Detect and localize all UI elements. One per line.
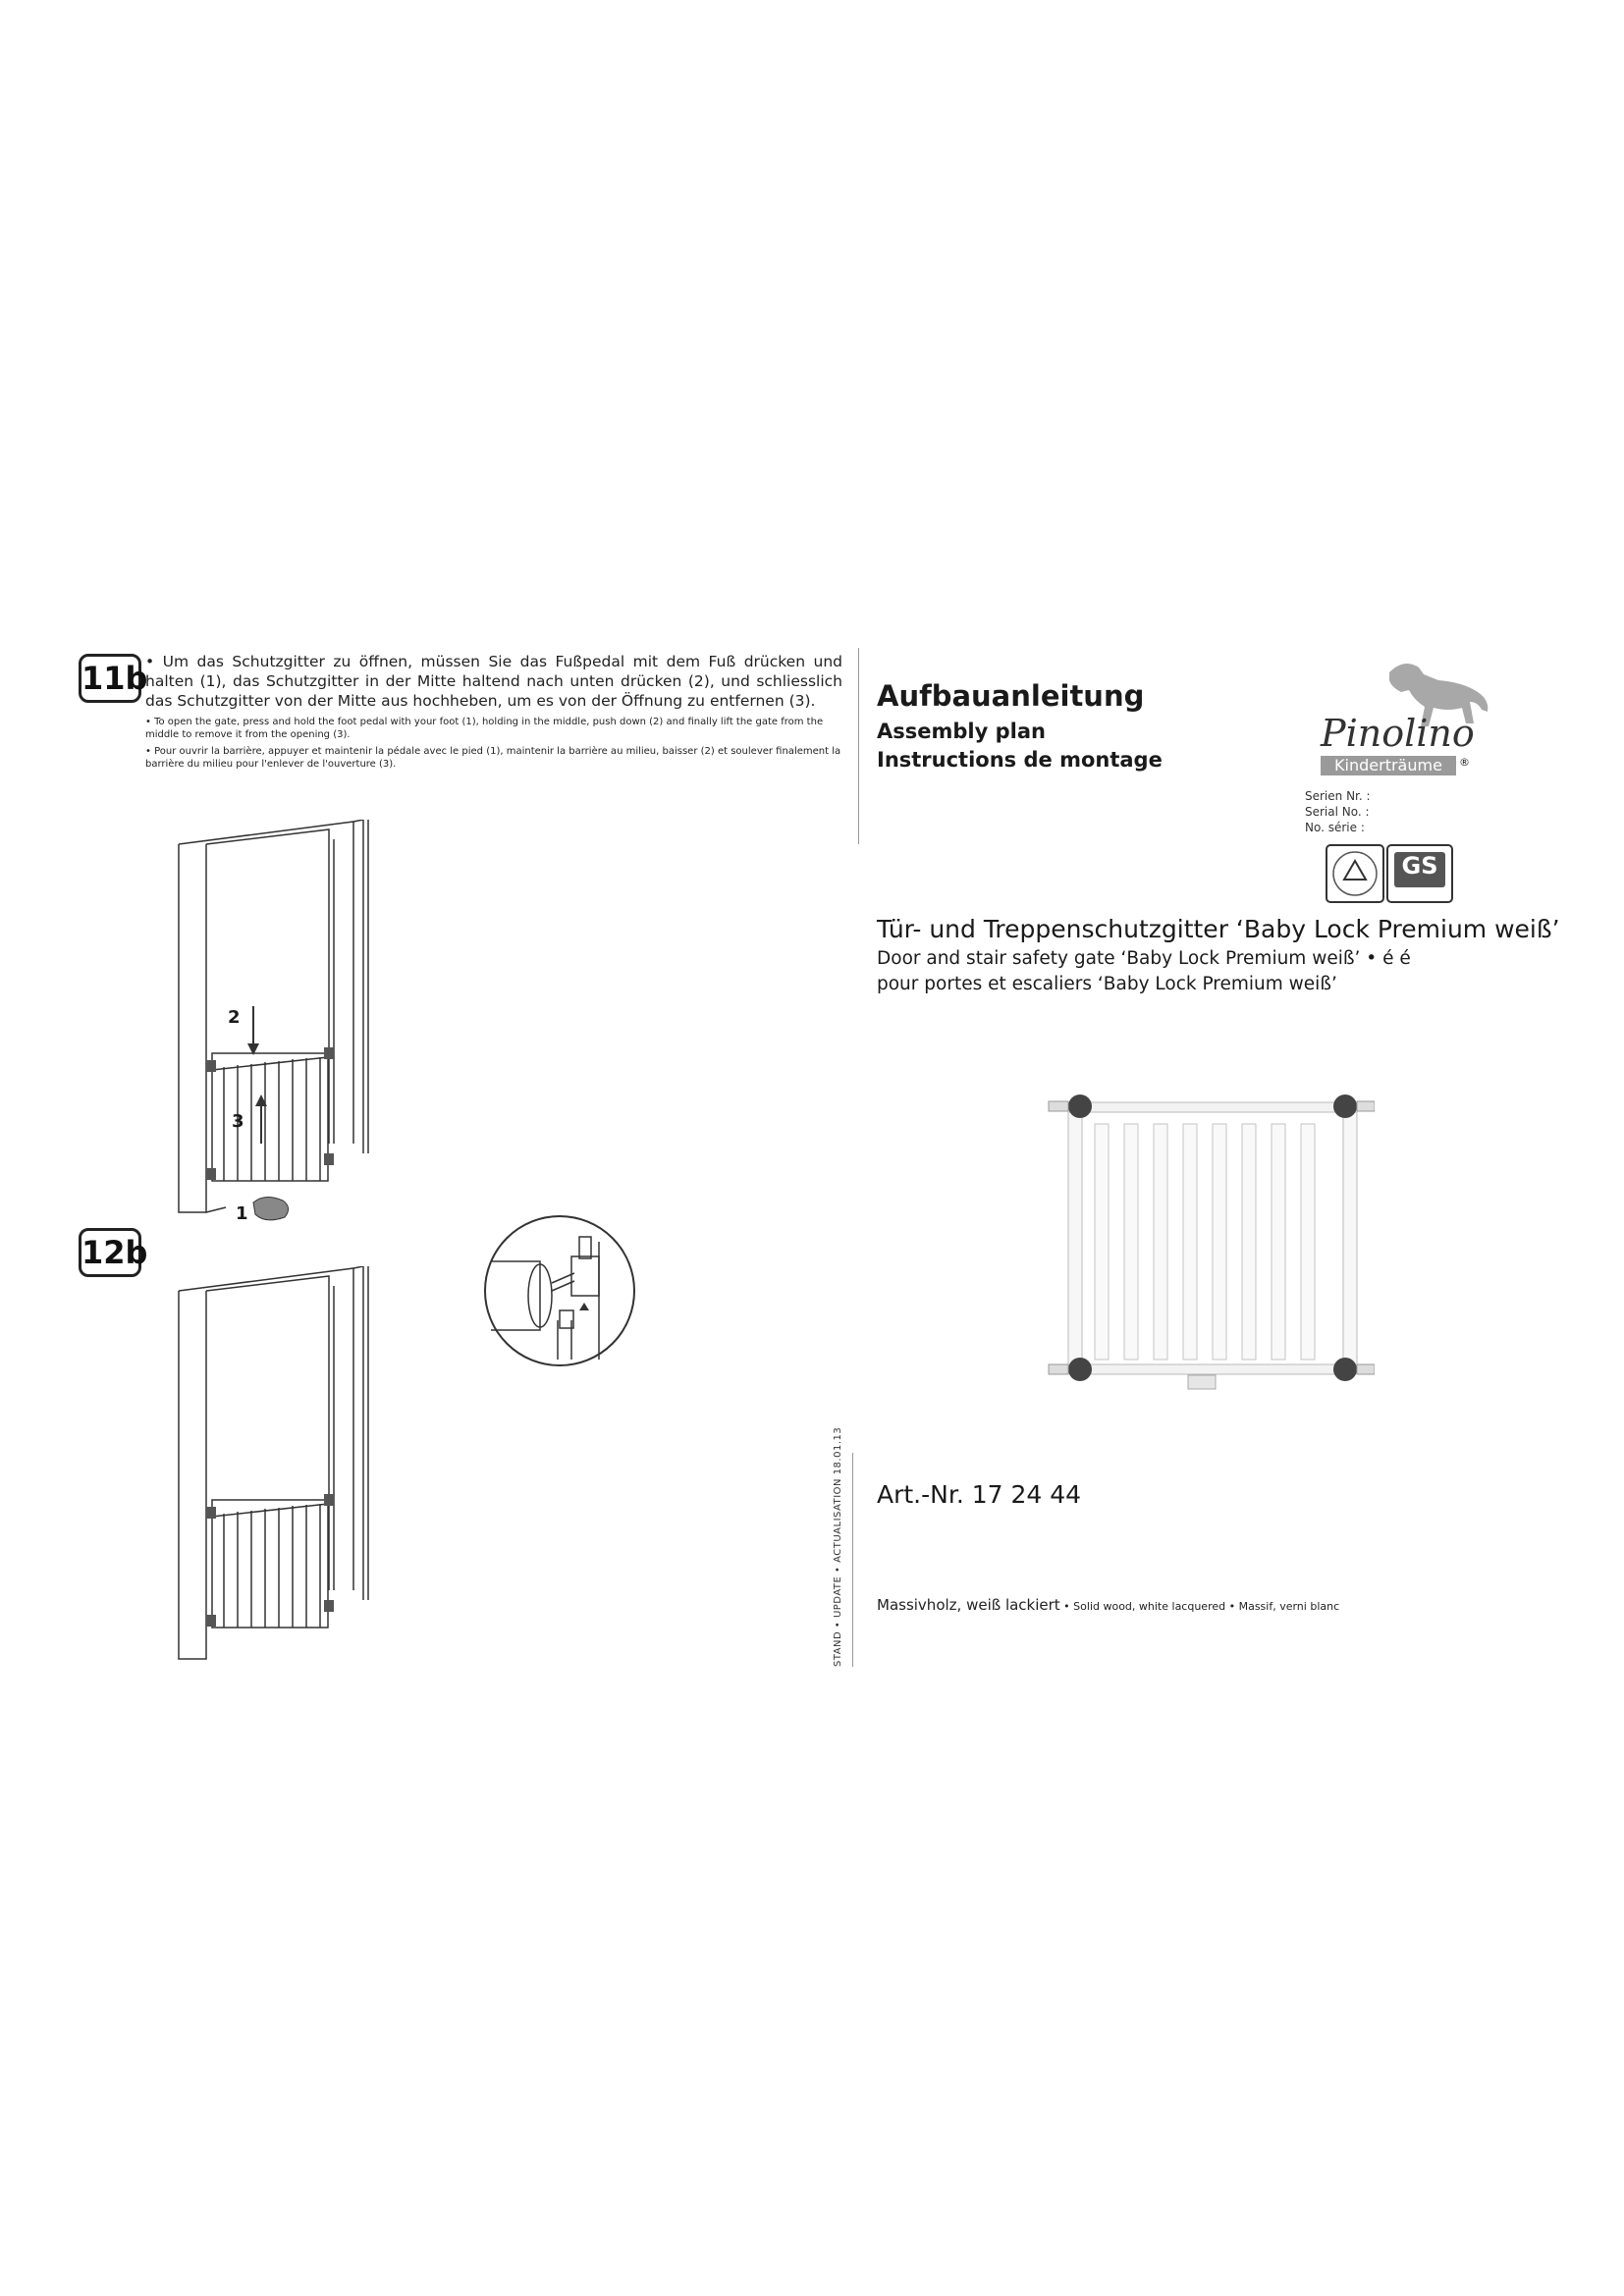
column-divider: [858, 648, 859, 844]
material-en-fr: • Solid wood, white lacquered • Massif, verni blanc: [1059, 1600, 1340, 1613]
tuv-certification-icon: [1326, 844, 1384, 903]
material-line: [877, 1595, 1339, 1614]
detail-circle-diagram: [481, 1212, 638, 1369]
heading-en: Assembly plan: [877, 720, 1046, 743]
diagram-12b-door: [167, 1266, 403, 1669]
stamp-divider: [852, 1453, 853, 1667]
registered-mark: ®: [1459, 756, 1470, 769]
heading-de: Aufbauanleitung: [877, 679, 1145, 713]
product-gate-image: [1041, 1085, 1375, 1409]
material-de: Massivholz, weiß lackiert: [877, 1596, 1060, 1614]
instruction-en: • To open the gate, press and hold the foot pedal with your foot (1), holding in the middle, push down (2) and finally lift the gate from the middle to remove it from the opening (3).: [145, 717, 824, 740]
gs-mark-text: GS: [1401, 852, 1438, 880]
label-1: 1: [236, 1203, 248, 1224]
label-2: 2: [228, 1007, 241, 1028]
serial-de: Serien Nr. :: [1305, 789, 1371, 803]
serial-en: Serial No. :: [1305, 805, 1370, 819]
step-11b-badge: 11b: [79, 654, 141, 703]
label-3: 3: [232, 1111, 244, 1132]
brand-tagline: Kinderträume: [1321, 756, 1456, 775]
serial-fr: No. série :: [1305, 821, 1365, 834]
product-title-en: Door and stair safety gate ‘Baby Lock Premium weiß’ • é é: [877, 948, 1411, 969]
article-number: Art.-Nr. 17 24 44: [877, 1480, 1082, 1509]
instruction-de: • Um das Schutzgitter zu öffnen, müssen Sie das Fußpedal mit dem Fuß drücken und halten (1), das Schutzgitter in der Mitte haltend nach unten drücken (2), und schliesslich das Schutzgitter von der Mitte aus hochheben, um es von der Öffnung zu entfernen (3).: [145, 653, 842, 710]
product-title-de: Tür- und Treppenschutzgitter ‘Baby Lock Premium weiß’: [877, 915, 1560, 943]
update-stamp: STAND • UPDATE • ACTUALISATION 18.01.13: [833, 1426, 843, 1667]
heading-fr: Instructions de montage: [877, 748, 1163, 772]
instruction-fr: • Pour ouvrir la barrière, appuyer et maintenir la pédale avec le pied (1), maintenir la barrière au milieu, baisser (2) et soulever finalement la barrière du milieu pour l'enlever de l'ouverture (3).: [145, 746, 841, 770]
step-12b-badge: 12b: [79, 1228, 141, 1277]
brand-name: Pinolino: [1321, 712, 1475, 755]
product-title-fr: pour portes et escaliers ‘Baby Lock Premium weiß’: [877, 974, 1337, 994]
diagram-11b-door: [167, 820, 403, 1232]
